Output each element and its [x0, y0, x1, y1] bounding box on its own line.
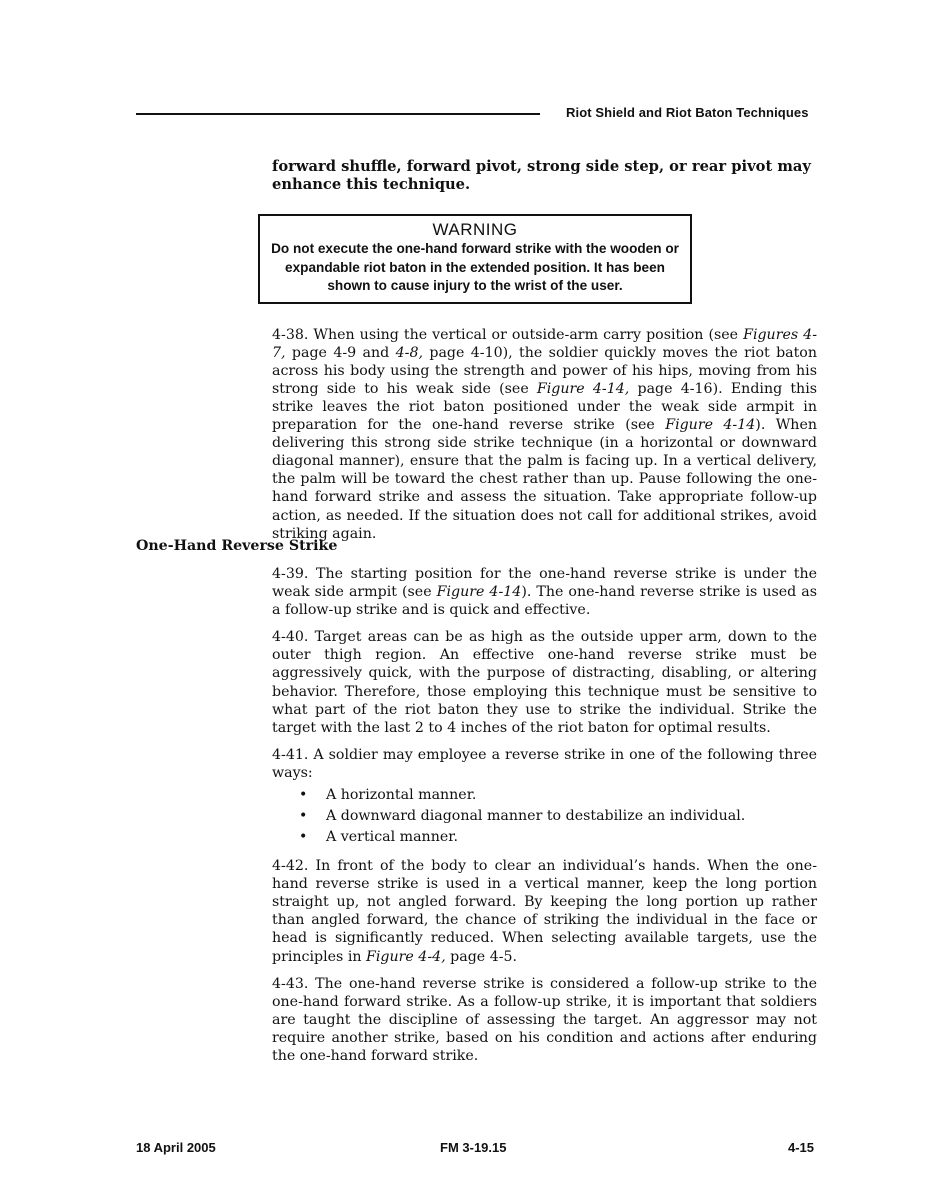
text-run: 4-38. When using the vertical or outside-arm carry position (see [272, 326, 744, 343]
text-run: page 4-16). Ending this strike leaves the riot baton positioned under the weak side armpit in preparation for the one-hand reverse strike (see [272, 380, 818, 434]
figure-ref: 4-8, [395, 344, 423, 361]
header-title: Riot Shield and Riot Baton Techniques [566, 105, 809, 120]
list-item [272, 785, 817, 806]
figure-ref: Figure 4-14, [536, 380, 630, 397]
paragraph-4-43: 4-43. The one-hand reverse strike is considered a follow-up strike to the one-hand forward strike. As a follow-up strike, it is important that soldiers are taught the discipline of assessing the target. An aggressor may not require another strike, based on his condition and actions after enduring the one-hand forward strike. [272, 975, 817, 1064]
upper-body [272, 158, 817, 543]
section-heading: One-Hand Reverse Strike [136, 538, 338, 554]
intro-paragraph: forward shuffle, forward pivot, strong side step, or rear pivot may enhance this technique. [272, 158, 811, 194]
list-item-text: A vertical manner. [326, 829, 458, 846]
footer-document-id: FM 3-19.15 [440, 1140, 507, 1155]
warning-box [258, 214, 692, 303]
lower-body [272, 565, 817, 1065]
footer-date: 18 April 2005 [136, 1140, 216, 1155]
paragraph-4-42 [272, 857, 817, 966]
text-run: page 4-5. [445, 948, 518, 965]
list-item-text: A horizontal manner. [326, 787, 477, 804]
figure-ref: Figures 4-7, [272, 326, 817, 361]
paragraph-4-38 [272, 326, 817, 543]
figure-ref: Figure 4-14 [436, 584, 522, 601]
paragraph-4-40: 4-40. Target areas can be as high as the outside upper arm, down to the outer thigh region. An effective one-hand reverse strike must be aggressively quick, with the purpose of distracting, disabling, or altering behavior. Therefore, those employing this technique must be sensitive to what part of the riot baton they use to strike the individual. Strike the target with the last 2 to 4 inches of the riot baton for optimal results. [272, 629, 817, 736]
header-rule [136, 113, 540, 115]
bullet-icon: • [299, 787, 308, 804]
paragraph-4-41: 4-41. A soldier may employee a reverse strike in one of the following three ways: [272, 746, 817, 781]
list-item [272, 806, 817, 827]
paragraph-4-39 [272, 565, 817, 619]
figure-ref: Figure 4-14 [665, 417, 756, 434]
list-item-text: A downward diagonal manner to destabilize an individual. [326, 808, 746, 825]
warning-title: WARNING [432, 220, 518, 240]
warning-text: Do not execute the one-hand forward strike with the wooden or expandable riot baton in the extended position. It has been shown to cause injury to the wrist of the user. [271, 241, 679, 294]
text-run: 4-42. In front of the body to clear an individual’s hands. When the one-hand reverse strike is used in a vertical manner, keep the long portion straight up, not angled forward. By keeping the long portion up rather than angled forward, the chance of striking the individual in the face or head is significantly reduced. When selecting available targets, use the principles in [272, 858, 817, 965]
text-run: page 4-10), the soldier quickly moves the riot baton across his body using the strength and power of his hips, moving from his strong side to his weak side (see [272, 344, 817, 397]
figure-ref: Figure 4-4, [366, 948, 446, 965]
text-run: 4-39. The starting position for the one-hand reverse strike is under the weak side armpit (see [272, 566, 817, 601]
text-run: page 4-9 and [285, 344, 396, 361]
text-run: ). The one-hand reverse strike is used as a follow-up strike and is quick and effective. [272, 584, 818, 619]
bullet-icon: • [299, 829, 308, 846]
strike-manner-list [272, 785, 817, 848]
footer-page-number: 4-15 [788, 1140, 815, 1155]
bullet-icon: • [299, 808, 308, 825]
list-item [272, 827, 817, 848]
text-run: ). When delivering this strong side strike technique (in a horizontal or downward diagonal manner), ensure that the palm is facing up. In a vertical delivery, the palm will be toward the chest rather than up. Pause following the one-hand forward strike and assess the situation. Take appropriate follow-up action, as needed. If the situation does not call for additional strikes, avoid striking again. [272, 417, 817, 542]
